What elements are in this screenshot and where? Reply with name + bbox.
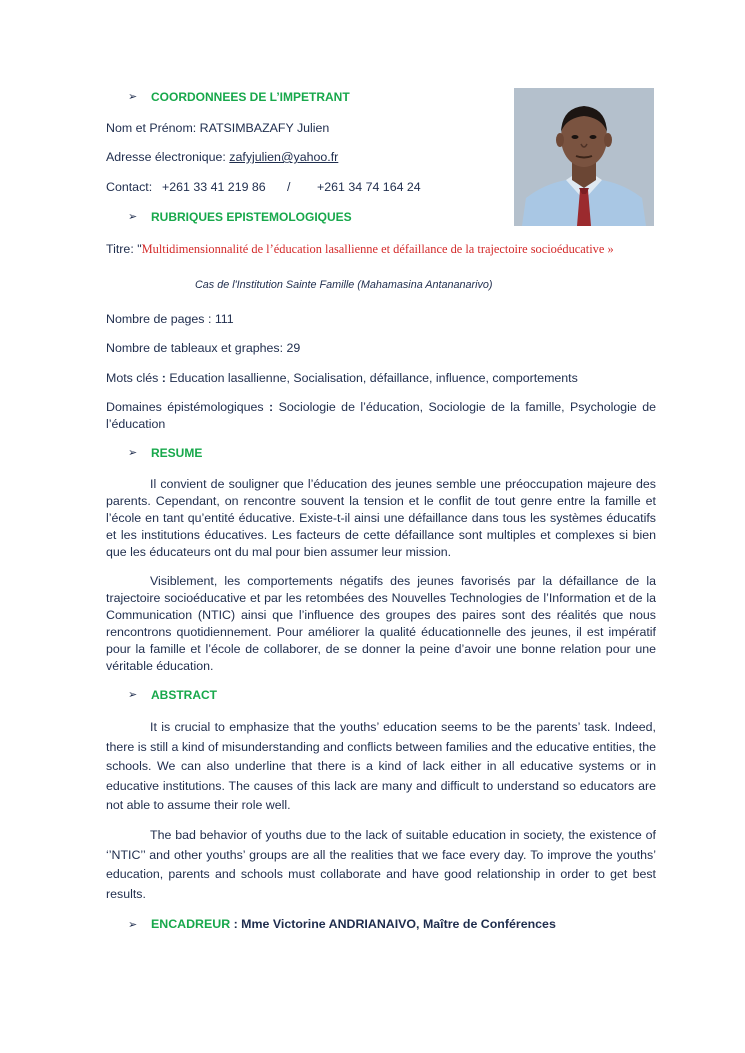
- abstract-paragraph-1: It is crucial to emphasize that the youths’ education seems to be the parents’ task. Indeed, there is still a kind of misunderstanding and conflicts between families and the educative entities, the schools. We can also underline that there is a kind of lack either in all educative systems or in educative institutions. The causes of this lack are many and difficult to understand so educators are not able to assume their role well.: [106, 720, 656, 813]
- arrow-bullet-icon: ➢: [128, 91, 138, 103]
- keywords-value: Education lasallienne, Socialisation, défaillance, influence, comportements: [165, 371, 578, 385]
- resume-paragraph-2: Visiblement, les comportements négatifs des jeunes favorisés par la défaillance de la trajectoire socioéducative et par les retombées des Nouvelles Technologies de l’Information et de la Communication (NTIC) ainsi que l’influence des groupes des paires sont des réalités que nous rencontrons quotidiennement. Pour améliorer la qualité éducationnelle des jeunes, il est impératif pour la famille et l’école de collaborer, de se donner la peine d’avoir une bonne relation pour une véritable éducation.: [106, 574, 656, 673]
- thesis-keywords-row: [106, 371, 578, 385]
- arrow-bullet-icon: ➢: [128, 211, 138, 223]
- thesis-pages: Nombre de pages : 111: [106, 312, 234, 326]
- portrait-illustration: [514, 88, 654, 226]
- resume-paragraph-1: Il convient de souligner que l’éducation des jeunes semble une préoccupation majeure des parents. Cependant, on rencontre souvent la tension et le conflit de tout genre entre la famille et l’école en tant qu’entité éducative. Existe-t-il ainsi une défaillance dans tous les systèmes éducatifs et les institutions éducatives. Les facteurs de cette défaillance sont multiples et complexes si bien que les éducateurs ont du mal pour bien assumer leur mission.: [106, 477, 656, 559]
- portrait-photo: [514, 88, 654, 226]
- arrow-bullet-icon: ➢: [128, 447, 138, 459]
- thesis-domains: [106, 399, 656, 433]
- section-heading-abstract: ABSTRACT: [151, 688, 217, 702]
- encadreur-row: [151, 917, 556, 931]
- section-heading-rubriques: RUBRIQUES EPISTEMOLOGIQUES: [151, 210, 352, 224]
- abstract-paragraph-2: The bad behavior of youths due to the lack of suitable education in society, the existence of ‘’NTIC’’ and other youths’ groups are all the realities that we face every day. To improve the youths’ education, parents and schools must collaborate and have good relationship in order to get best results.: [106, 828, 656, 901]
- contact-separator: /: [287, 180, 291, 194]
- section-heading-coordonnees: COORDONNEES DE L’IMPETRANT: [151, 90, 350, 104]
- thesis-tables: Nombre de tableaux et graphes: 29: [106, 341, 301, 355]
- domains-value: Sociologie de l’éducation, Sociologie de la famille, Psychologie de l’éducation: [106, 400, 656, 431]
- thesis-title: Multidimensionnalité de l’éducation lasallienne et défaillance de la trajectoire socioéducative »: [141, 242, 614, 256]
- email-link[interactable]: zafyjulien@yahoo.fr: [229, 150, 339, 164]
- keywords-label: Mots clés: [106, 371, 162, 385]
- section-heading-resume: RESUME: [151, 446, 203, 460]
- domains-colon: :: [269, 400, 274, 414]
- thesis-title-row: [106, 242, 614, 257]
- arrow-bullet-icon: ➢: [128, 689, 138, 701]
- domains-label: Domaines épistémologiques: [106, 400, 270, 414]
- section-heading-encadreur: ENCADREUR: [151, 917, 231, 931]
- keywords-colon: :: [161, 371, 166, 385]
- identity-email-row: [106, 150, 338, 164]
- contact-label: Contact:: [106, 180, 153, 194]
- encadreur-value: : Mme Victorine ANDRIANAIVO, Maître de Conférences: [230, 917, 556, 931]
- thesis-subtitle: Cas de l'Institution Sainte Famille (Mahamasina Antananarivo): [195, 279, 493, 291]
- identity-name: Nom et Prénom: RATSIMBAZAFY Julien: [106, 121, 330, 135]
- contact-phone-2: +261 34 74 164 24: [317, 180, 421, 194]
- thesis-title-label: Titre: ": [106, 242, 142, 256]
- email-label: Adresse électronique:: [106, 150, 230, 164]
- arrow-bullet-icon: ➢: [128, 919, 138, 931]
- contact-phone-1: +261 33 41 219 86: [162, 180, 266, 194]
